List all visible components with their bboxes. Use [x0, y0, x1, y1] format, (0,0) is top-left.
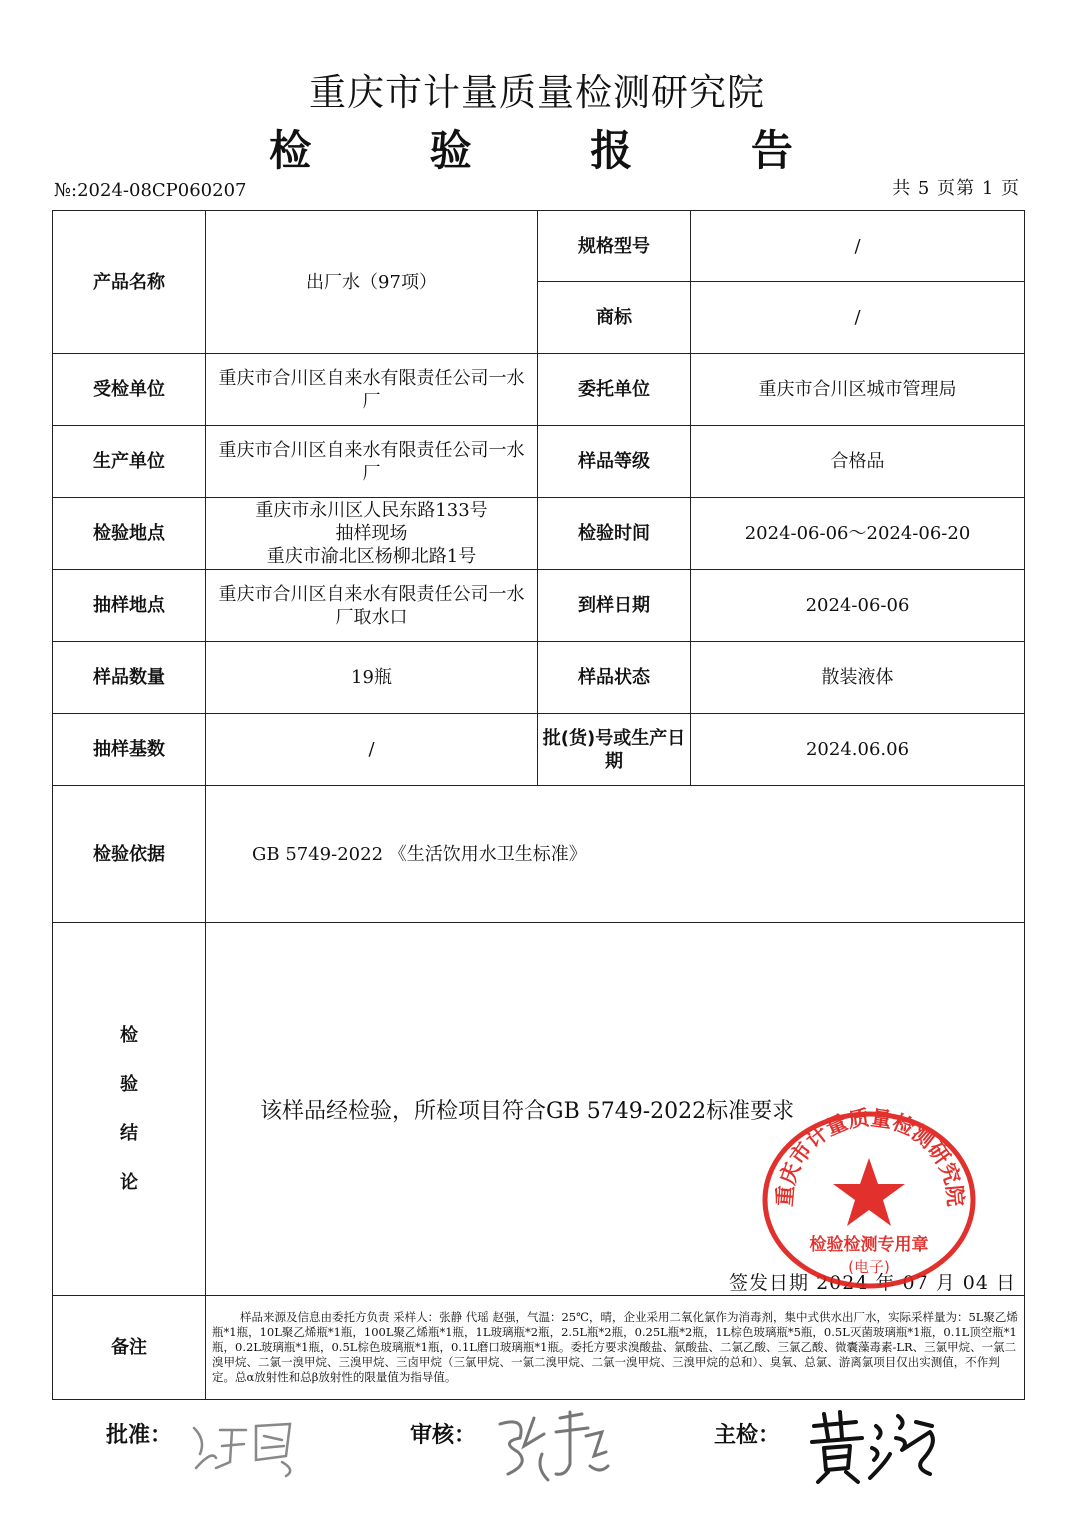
basis-value: GB 5749-2022 《生活饮用水卫生标准》 — [206, 786, 1025, 923]
remark-value — [206, 1296, 1025, 1400]
report-title: 检 验 报 告 — [269, 126, 845, 175]
approve-signature-icon — [186, 1410, 316, 1480]
grade-label: 样品等级 — [538, 426, 691, 498]
remark-label: 备注 — [53, 1296, 206, 1400]
inspector-label: 主检： — [714, 1423, 781, 1448]
location-line: 重庆市渝北区杨柳北路1号 — [266, 546, 477, 567]
client-value: 重庆市合川区城市管理局 — [691, 354, 1025, 426]
brand-value: / — [691, 282, 1025, 354]
quantity-label: 样品数量 — [53, 642, 206, 714]
location-line: 重庆市永川区人民东路133号 — [255, 500, 488, 521]
location-label: 检验地点 — [53, 498, 206, 570]
conclusion-char: 验 — [120, 1074, 138, 1095]
official-seal-icon — [758, 1100, 980, 1290]
seal-type: (电子) — [848, 1258, 890, 1276]
state-value: 散装液体 — [691, 642, 1025, 714]
issue-date: 签发日期 2024 年 07 月 04 日 — [729, 1272, 1016, 1294]
review-signature-icon — [490, 1404, 620, 1484]
product-name-label: 产品名称 — [53, 211, 206, 354]
seal-text: 重庆市计量质量检测研究院 — [772, 1105, 968, 1208]
seal-purpose: 检验检测专用章 — [809, 1235, 929, 1255]
grade-value: 合格品 — [691, 426, 1025, 498]
approve-label: 批准： — [106, 1423, 173, 1448]
inspector-signature-icon — [806, 1402, 946, 1486]
conclusion-char: 论 — [120, 1172, 138, 1193]
conclusion-text: 该样品经检验，所检项目符合GB 5749-2022标准要求 — [260, 1099, 795, 1124]
state-label: 样品状态 — [538, 642, 691, 714]
review-label: 审核： — [410, 1423, 477, 1448]
spec-label: 规格型号 — [538, 211, 691, 282]
inspected-unit-value: 重庆市合川区自来水有限责任公司一水厂 — [206, 354, 538, 426]
manufacturer-label: 生产单位 — [53, 426, 206, 498]
organization-name: 重庆市计量质量检测研究院 — [309, 71, 765, 114]
base-value: / — [206, 714, 538, 786]
product-name-value: 出厂水（97项） — [206, 211, 538, 354]
sampling-place-value: 重庆市合川区自来水有限责任公司一水厂取水口 — [206, 570, 538, 642]
conclusion-char: 结 — [120, 1123, 138, 1144]
remark-text: 样品来源及信息由委托方负责 采样人：张静 代瑶 赵强，气温：25℃，晴，企业采用二氧化氯作为消毒剂，集中式供水出厂水，实际采样量为：5L聚乙烯瓶*1瓶，10L聚乙烯瓶*1瓶，100L聚乙烯瓶*1瓶，1L玻璃瓶*2瓶，2.5L瓶*2瓶，0.25L瓶*2瓶，1L棕色玻璃瓶*5瓶，0.5L灭菌玻璃瓶*1瓶，0.1L顶空瓶*1瓶，0.2L玻璃瓶*1瓶，0.5L棕色玻璃瓶*1瓶，0.1L磨口玻璃瓶*1瓶。委托方要求溴酸盐、氯酸盐、二氯乙酸、三氯乙酸、微囊藻毒素-LR、三氯甲烷、一氯二溴甲烷、二氯一溴甲烷、三溴甲烷、三卤甲烷（三氯甲烷、一氯二溴甲烷、二氯一溴甲烷、三溴甲烷的总和）、臭氧、总氯、游离氯项目仅出实测值，不作判定。总α放射性和总β放射性的限量值为指导值。 — [212, 1310, 1018, 1384]
basis-label: 检验依据 — [53, 786, 206, 923]
inspection-time-label: 检验时间 — [538, 498, 691, 570]
conclusion-char: 检 — [120, 1025, 138, 1046]
batch-label: 批(货)号或生产日期 — [538, 714, 691, 786]
quantity-value: 19瓶 — [206, 642, 538, 714]
report-number: №:2024-08CP060207 — [54, 180, 247, 201]
brand-label: 商标 — [538, 282, 691, 354]
inspected-unit-label: 受检单位 — [53, 354, 206, 426]
location-line: 抽样现场 — [335, 523, 408, 544]
inspection-time-value: 2024-06-06～2024-06-20 — [691, 498, 1025, 570]
spec-value: / — [691, 211, 1025, 282]
batch-value: 2024.06.06 — [691, 714, 1025, 786]
page-info: 共 5 页第 1 页 — [892, 178, 1020, 199]
client-label: 委托单位 — [538, 354, 691, 426]
manufacturer-value: 重庆市合川区自来水有限责任公司一水厂 — [206, 426, 538, 498]
arrival-date-label: 到样日期 — [538, 570, 691, 642]
conclusion-label — [53, 923, 206, 1296]
base-label: 抽样基数 — [53, 714, 206, 786]
location-value — [206, 498, 538, 570]
arrival-date-value: 2024-06-06 — [691, 570, 1025, 642]
sampling-place-label: 抽样地点 — [53, 570, 206, 642]
